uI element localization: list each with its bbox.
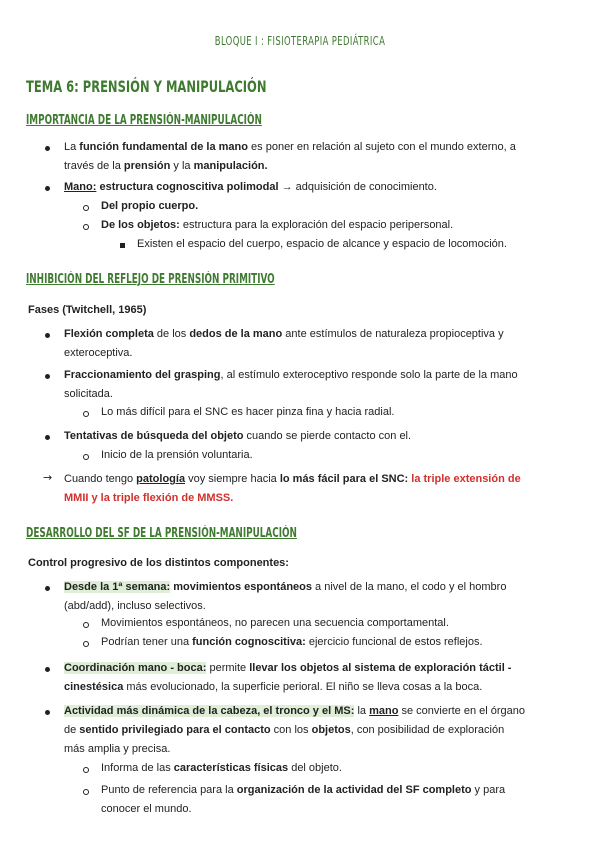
paragraph-line: Desde la 1ª semana: movimientos espontáneos a nivel de la mano, el codo y el hombro xyxy=(64,581,507,593)
bullet-ring-icon xyxy=(83,641,89,647)
paragraph-line: Coordinación mano - boca: permite llevar los objetos al sistema de exploración táctil - xyxy=(64,662,512,674)
paragraph-line: Flexión completa de los dedos de la mano ante estímulos de naturaleza propioceptiva y xyxy=(64,328,504,340)
bullet-ring-icon xyxy=(83,205,89,211)
paragraph-line: más amplia y precisa. xyxy=(64,743,171,755)
paragraph-line: Existen el espacio del cuerpo, espacio de alcance y espacio de locomoción. xyxy=(137,238,507,250)
paragraph-line: Fraccionamiento del grasping, al estímulo exteroceptivo responde solo la parte de la mano xyxy=(64,369,518,381)
bullet-dot-icon xyxy=(45,146,50,151)
paragraph-line: exteroceptiva. xyxy=(64,347,133,359)
topic-title: TEMA 6: PRENSIÓN Y MANIPULACIÓN xyxy=(26,77,267,96)
subheading: Fases (Twitchell, 1965) xyxy=(28,304,147,316)
bullet-dot-icon xyxy=(45,374,50,379)
paragraph-line: De los objetos: estructura para la exploración del espacio peripersonal. xyxy=(101,219,454,231)
bullet-ring-icon xyxy=(83,454,89,460)
paragraph-line: Informa de las características físicas del objeto. xyxy=(101,762,342,774)
paragraph-line: Mano: estructura cognoscitiva polimodal → adquisición de conocimiento. xyxy=(64,181,437,193)
arrow-right-icon: → xyxy=(43,471,53,484)
paragraph-line: Actividad más dinámica de la cabeza, el tronco y el MS: la mano se convierte en el órgano xyxy=(64,705,526,717)
bullet-dot-icon xyxy=(45,710,50,715)
document-header: BLOQUE I : FISIOTERAPIA PEDIÁTRICA xyxy=(214,34,386,48)
bullet-square-icon xyxy=(120,243,125,248)
bullet-dot-icon xyxy=(45,667,50,672)
bullet-ring-icon xyxy=(83,224,89,230)
paragraph-line: Del propio cuerpo. xyxy=(101,200,199,212)
section-heading-importancia: IMPORTANCIA DE LA PRENSIÓN-MANIPULACIÓN xyxy=(26,113,262,128)
paragraph-line: MMII y la triple flexión de MMSS. xyxy=(64,492,234,504)
bullet-dot-icon xyxy=(45,435,50,440)
paragraph-line: Tentativas de búsqueda del objeto cuando se pierde contacto con el. xyxy=(64,430,412,442)
bullet-ring-icon xyxy=(83,767,89,773)
paragraph-line: Inicio de la prensión voluntaria. xyxy=(101,449,253,461)
bullet-dot-icon xyxy=(45,586,50,591)
paragraph-line: de sentido privilegiado para el contacto con los objetos, con posibilidad de exploración xyxy=(64,724,505,736)
paragraph-line: Cuando tengo patología voy siempre hacia lo más fácil para el SNC: la triple extensión de xyxy=(64,473,521,485)
bullet-ring-icon xyxy=(83,789,89,795)
bullet-ring-icon xyxy=(83,622,89,628)
paragraph-line: solicitada. xyxy=(64,388,113,400)
subheading: Control progresivo de los distintos componentes: xyxy=(28,557,289,569)
paragraph-line: La función fundamental de la mano es poner en relación al sujeto con el mundo externo, a xyxy=(64,141,516,153)
paragraph-line: (abd/add), incluso selectivos. xyxy=(64,600,206,612)
bullet-dot-icon xyxy=(45,186,50,191)
paragraph-line: Movimientos espontáneos, no parecen una secuencia comportamental. xyxy=(101,617,449,629)
bullet-ring-icon xyxy=(83,411,89,417)
bullet-dot-icon xyxy=(45,333,50,338)
paragraph-line: Podrían tener una función cognoscitiva: ejercicio funcional de estos reflejos. xyxy=(101,636,483,648)
section-heading-inhibicion: INHIBICIÓN DEL REFLEJO DE PRENSIÓN PRIMITIVO xyxy=(26,272,275,287)
paragraph-line: Punto de referencia para la organización de la actividad del SF completo y para xyxy=(101,784,506,796)
paragraph-line: cinestésica más evolucionado, la superficie perioral. El niño se lleva cosas a la boca. xyxy=(64,681,483,693)
paragraph-line: Lo más difícil para el SNC es hacer pinza fina y hacia radial. xyxy=(101,406,395,418)
paragraph-line: través de la prensión y la manipulación. xyxy=(64,160,268,172)
paragraph-line: conocer el mundo. xyxy=(101,803,192,815)
section-heading-desarrollo: DESARROLLO DEL SF DE LA PRENSIÓN-MANIPULACIÓN xyxy=(26,526,297,541)
